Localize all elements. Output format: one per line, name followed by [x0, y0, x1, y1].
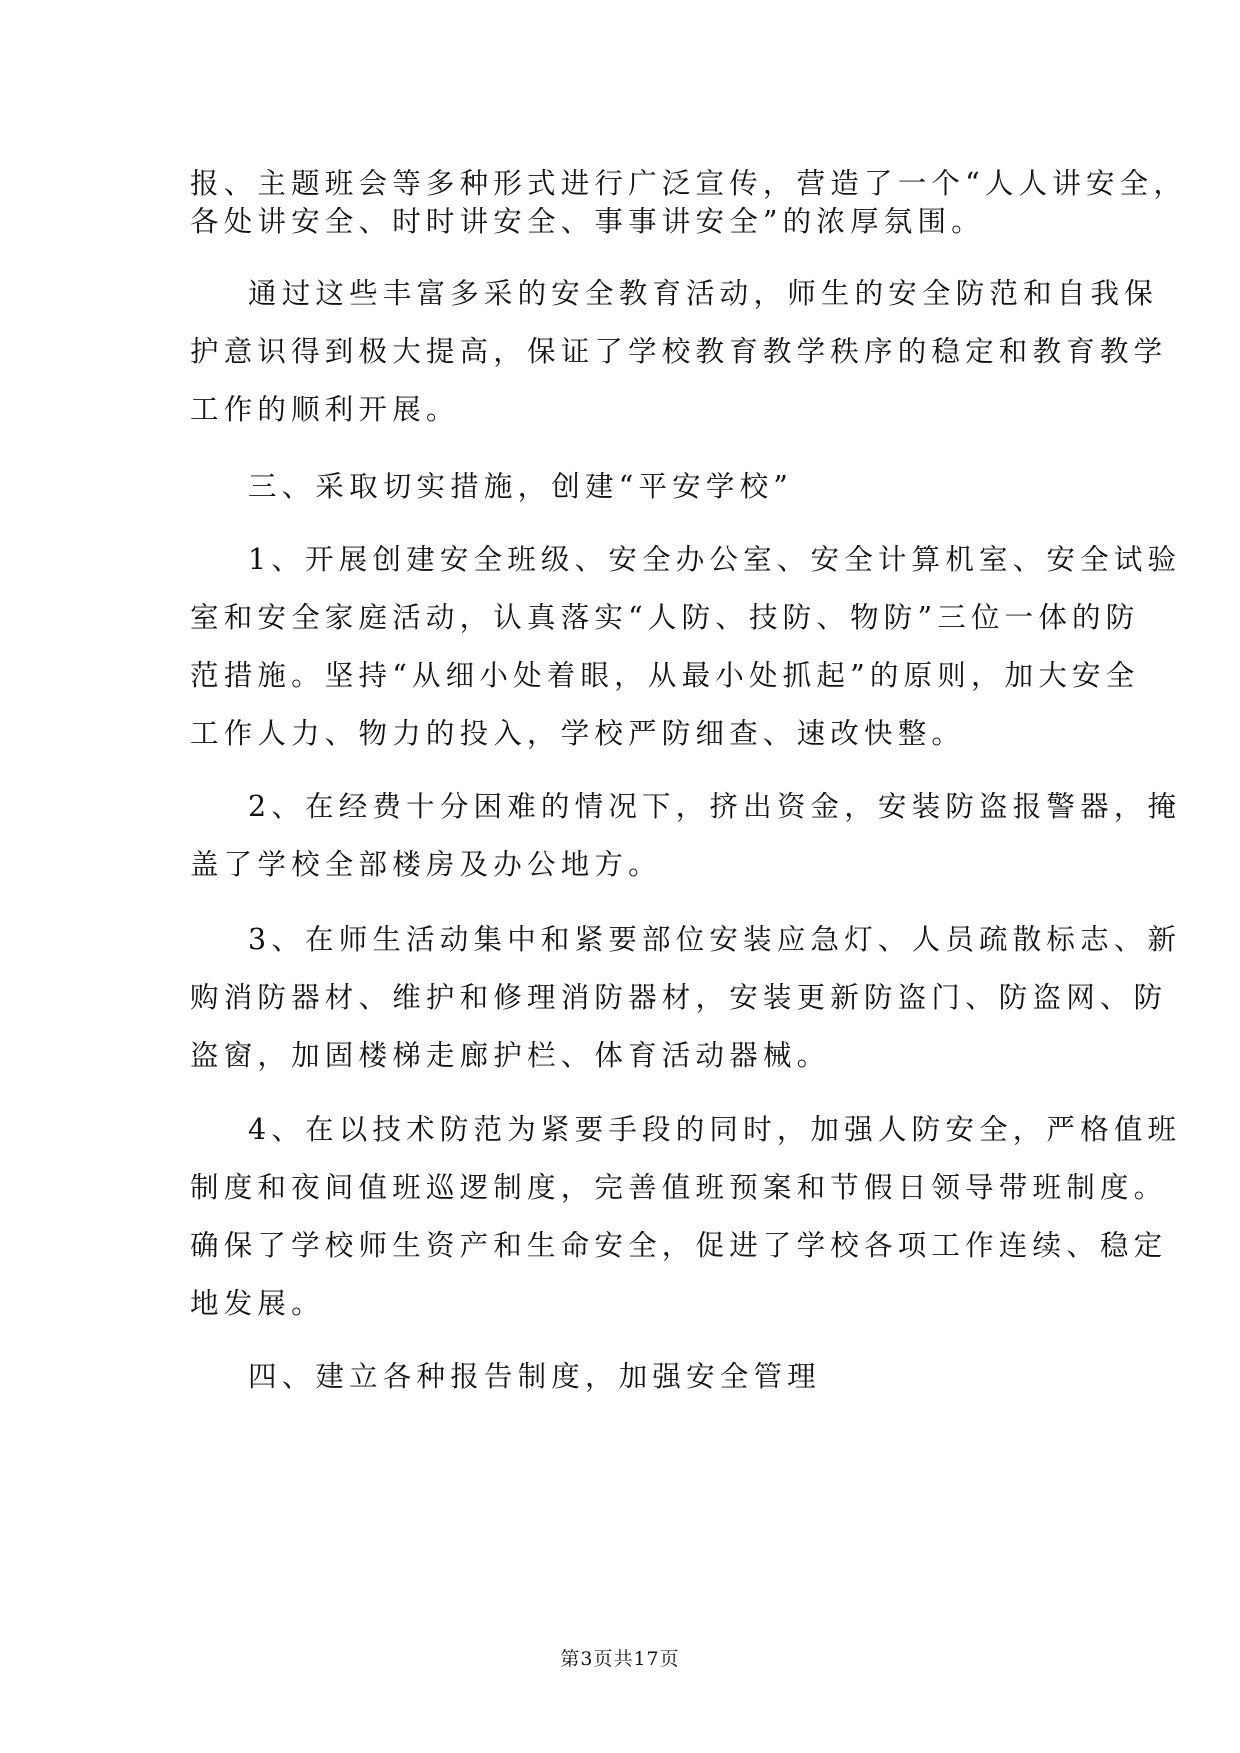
section-heading: 三、采取切实措施，创建“平安学校” — [248, 470, 794, 503]
text-line: 确保了学校师生资产和生命安全，促进了学校各项工作连续、稳定 — [190, 1229, 1168, 1262]
text-line: 报、主题班会等多种形式进行广泛宣传，营造了一个“人人讲安全， — [190, 167, 1188, 200]
page-number-footer: 第3页共17页 — [560, 1648, 680, 1670]
text-line: 购消防器材、维护和修理消防器材，安装更新防盗门、防盗网、防 — [190, 981, 1168, 1014]
text-line: 盗窗，加固楼梯走廊护栏、体育活动器械。 — [190, 1039, 831, 1072]
text-line: 制度和夜间值班巡逻制度，完善值班预案和节假日领导带班制度。 — [190, 1171, 1168, 1204]
text-line: 各处讲安全、时时讲安全、事事讲安全”的浓厚氛围。 — [190, 205, 985, 238]
paragraph-first-line: 通过这些丰富多采的安全教育活动，师生的安全防范和自我保 — [248, 277, 1158, 310]
paragraph-first-line: 3、在师生活动集中和紧要部位安装应急灯、人员疏散标志、新 — [248, 923, 1182, 956]
paragraph-first-line: 2、在经费十分困难的情况下，挤出资金，安装防盗报警器，掩 — [248, 790, 1182, 823]
text-line: 护意识得到极大提高，保证了学校教育教学秩序的稳定和教育教学 — [190, 335, 1168, 368]
text-line: 盖了学校全部楼房及办公地方。 — [190, 848, 662, 881]
text-line: 工作人力、物力的投入，学校严防细查、速改快整。 — [190, 717, 966, 750]
paragraph-first-line: 4、在以技术防范为紧要手段的同时，加强人防安全，严格值班 — [248, 1113, 1182, 1146]
text-line: 范措施。坚持“从细小处着眼，从最小处抓起”的原则，加大安全 — [190, 659, 1140, 692]
section-heading: 四、建立各种报告制度，加强安全管理 — [248, 1360, 821, 1393]
paragraph-first-line: 1、开展创建安全班级、安全办公室、安全计算机室、安全试验 — [248, 543, 1182, 576]
text-line: 室和安全家庭活动，认真落实“人防、技防、物防”三位一体的防 — [190, 601, 1140, 634]
text-line: 地发展。 — [190, 1287, 325, 1320]
text-line: 工作的顺利开展。 — [190, 393, 460, 426]
